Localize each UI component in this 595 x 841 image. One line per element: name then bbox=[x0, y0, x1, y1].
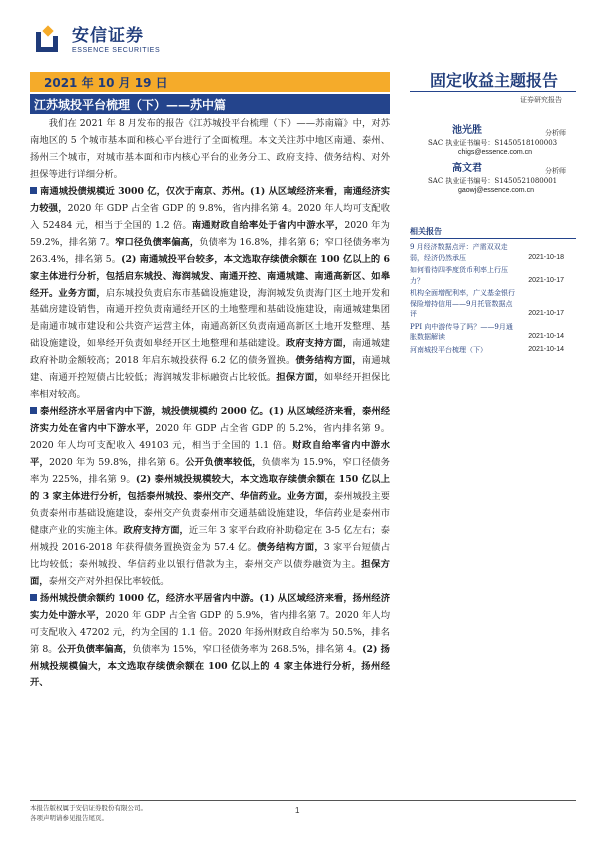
analyst-card bbox=[410, 164, 576, 196]
disclaimer-text: 各项声明请参见报告尾页。 bbox=[30, 814, 108, 822]
bold-text: 债务结构方面， bbox=[257, 541, 324, 553]
copyright-text: 本报告版权属于安信证券股份有限公司。 bbox=[30, 804, 147, 812]
page-number: 1 bbox=[295, 806, 300, 815]
analyst-email[interactable]: gaowj@essence.com.cn bbox=[458, 187, 534, 194]
related-report-title[interactable]: 机构全面增配利率，广义基金银行保险增持信用——9月托管数据点评 bbox=[410, 289, 515, 318]
report-body bbox=[30, 116, 390, 692]
body-text: 负债率为 15%，窄口径债务率为 268.5%，排名第 4。 bbox=[132, 643, 363, 655]
analyst-name: 池光胜 bbox=[452, 125, 482, 136]
analyst-name: 高文君 bbox=[452, 163, 482, 174]
related-report-item[interactable] bbox=[410, 345, 576, 356]
analyst-role: 分析师 bbox=[545, 129, 566, 137]
related-report-date: 2021-10-14 bbox=[528, 345, 564, 353]
body-text: 2020 年 GDP 占全省 GDP 的 5.2%，省内排名第 9。2020 年人均可支配收入 49103 元，相当于全国的 1.1 倍。 bbox=[30, 423, 390, 452]
company-logo bbox=[34, 24, 160, 56]
body-text: 南通城建、南通开控短债占比较低；海润城发非标融资占比较低。 bbox=[30, 355, 390, 384]
related-report-item[interactable] bbox=[410, 288, 576, 320]
logo-name-cn: 安信证券 bbox=[72, 25, 144, 46]
body-text: 负债率为 15.9%，窄口径债务率为 225%，排名第 9。 bbox=[30, 457, 390, 486]
related-report-date: 2021-10-17 bbox=[528, 310, 564, 317]
body-text: 2020 年为 59.2%，排名第 7。 bbox=[30, 219, 390, 248]
report-title: 江苏城投平台梳理（下）——苏中篇 bbox=[34, 98, 227, 112]
body-text: 南通城建政府补助金额较高；2018 年启东城投获得 6.2 亿的债务置换。 bbox=[30, 338, 390, 367]
analyst-sac: SAC 执业证书编号：S1450518100003 bbox=[428, 139, 558, 147]
nantong-paragraph bbox=[30, 184, 390, 404]
intro-paragraph: 我们在 2021 年 8 月发布的报告《江苏城投平台梳理（下）——苏南篇》中，对苏南地区的 5 个城市基本面和核心平台进行了全面梳理。本文关注苏中地区南通、泰州、扬州三个城市，对城市基本面和市内核心平台的业务分工、政府支持、债务结构、对外担保等进行详细分析。 bbox=[30, 118, 390, 180]
taizhou-paragraph bbox=[30, 404, 390, 590]
related-divider bbox=[410, 238, 576, 239]
related-report-item[interactable] bbox=[410, 322, 576, 343]
related-report-date: 2021-10-14 bbox=[528, 333, 564, 340]
footer-notice bbox=[30, 803, 147, 823]
bullet-icon bbox=[30, 594, 37, 601]
header-divider bbox=[410, 91, 576, 92]
bold-text: 政府支持方面， bbox=[123, 524, 189, 536]
related-report-date: 2021-10-18 bbox=[528, 253, 564, 261]
bold-text: 担保方面， bbox=[276, 372, 324, 384]
body-text: 负债率为 16.8%，排名第 6；窄口径债务率为 263.4%，排名第 5。 bbox=[30, 236, 390, 265]
related-report-title[interactable]: PPI 向中游传导了吗？——9月通胀数据解读 bbox=[410, 322, 513, 341]
bold-text: (2) 扬州城投规模偏大，本文选取存续债余额在 100 亿以上的 4 家主体进行分析，扬州经开、 bbox=[30, 643, 390, 689]
footer-divider bbox=[30, 800, 576, 801]
analyst-sac: SAC 执业证书编号：S1450521080001 bbox=[428, 177, 558, 185]
body-text: 启东城投负责启东市基础设施建设，海润城发负责海门区土地开发和基础房建设销售，南通开控负责南通经开区的土地整理和基础设施建设，南通城建集团是南通市城市建设和公共资产运营主体，南通高新区负责南通高新区土地开发整理、基础设施建设，如皋经开负责如皋经开区土地整理和基础建设。 bbox=[30, 287, 390, 350]
related-report-title[interactable]: 河南城投平台梳理（下） bbox=[410, 345, 487, 354]
related-report-date: 2021-10-17 bbox=[528, 276, 564, 284]
bullet-icon bbox=[30, 187, 37, 194]
bold-text: 扬州城投债余额约 1000 亿，经济水平居省内中游。(1) 从区域经济来看，扬州经济实力处中游水平， bbox=[30, 592, 390, 621]
report-subtype: 证券研究报告 bbox=[520, 96, 562, 104]
yangzhou-paragraph bbox=[30, 591, 390, 693]
related-report-item[interactable] bbox=[410, 265, 576, 286]
bold-text: 窄口径负债率偏高， bbox=[115, 236, 200, 248]
related-report-title[interactable]: 如何看待四季度货币利率上行压力？ bbox=[410, 266, 508, 285]
bold-text: 泰州经济水平居省内中下游，城投债规模约 2000 亿。(1) 从区域经济来看，泰州经济实力处在省内中下游水平， bbox=[30, 406, 390, 435]
body-text: 2020 年为 59.8%，排名第 6。 bbox=[49, 457, 186, 469]
body-text: 2020 年 GDP 占全省 GDP 的 5.9%，省内排名第 7。2020 年人均可支配收入 47202 元，约为全国的 1.1 倍。2020 年扬州财政自给率为 50.5%，排名第 8。 bbox=[30, 609, 390, 655]
related-reports-list bbox=[410, 242, 576, 357]
body-text: 近三年 3 家平台政府补助稳定在 3-5 亿左右；泰州城投 2016-2018 年获得债务置换资金为 57.4 亿。 bbox=[30, 524, 390, 553]
bold-text: 南通城投债规模近 3000 亿，仅次于南京、苏州。(1) 从区域经济来看，南通经济实力较强， bbox=[30, 185, 390, 214]
body-text: 泰州交产对外担保比率较低。 bbox=[48, 575, 170, 587]
analyst-email[interactable]: chigs@essence.com.cn bbox=[458, 149, 533, 156]
bold-text: 财政自给率省内中游水平， bbox=[30, 440, 390, 469]
body-text: 如皋经开担保比率相对较高。 bbox=[30, 372, 390, 401]
analyst-card bbox=[410, 126, 576, 158]
bold-text: (2) 泰州城投规模较大，本文选取存续债余额在 150 亿以上的 3 家主体进行分析，包括泰州城投、泰州交产、华信药业。业务方面， bbox=[30, 474, 390, 502]
body-text: 泰州城投主要负责泰州市基础设施建设，泰州交产负责泰州市交通基础设施建设，华信药业是泰州市健康产业的实施主体。 bbox=[30, 490, 390, 536]
report-type: 固定收益主题报告 bbox=[430, 71, 559, 90]
bold-text: 公开负债率偏高， bbox=[57, 643, 133, 655]
logo-mark-icon bbox=[34, 24, 66, 56]
body-text: 3 家平台短债占比均较低；泰州城投、华信药业以银行借款为主，泰州交产以债券融资为主。 bbox=[30, 541, 390, 570]
body-text: 2020 年 GDP 占全省 GDP 的 9.8%，省内排名第 4。2020 年人均可支配收入 52484 元，相当于全国的 1.2 倍。 bbox=[30, 202, 390, 231]
bold-text: 债务结构方面， bbox=[295, 355, 362, 367]
related-report-item[interactable] bbox=[410, 242, 576, 263]
related-reports-heading: 相关报告 bbox=[410, 226, 442, 236]
bullet-icon bbox=[30, 407, 37, 414]
analyst-role: 分析师 bbox=[545, 167, 566, 175]
related-report-title[interactable]: 9 月经济数据点评：产需双双走弱，经济仍然承压 bbox=[410, 243, 508, 262]
bold-text: 南通财政自给率处于省内中游水平， bbox=[191, 219, 345, 231]
logo-name-en: ESSENCE SECURITIES bbox=[72, 46, 161, 54]
bold-text: 政府支持方面， bbox=[285, 338, 353, 350]
report-date: 2021 年 10 月 19 日 bbox=[44, 76, 168, 90]
bold-text: (2) 南通城投平台较多，本文选取存续债余额在 100 亿以上的 6 家主体进行分析，包括启东城投、海润城发、南通开控、南通城建、南通高新区、如皋经开。业务方面， bbox=[30, 253, 390, 299]
bold-text: 公开负债率较低， bbox=[185, 457, 262, 469]
bold-text: 担保方面， bbox=[30, 558, 390, 587]
